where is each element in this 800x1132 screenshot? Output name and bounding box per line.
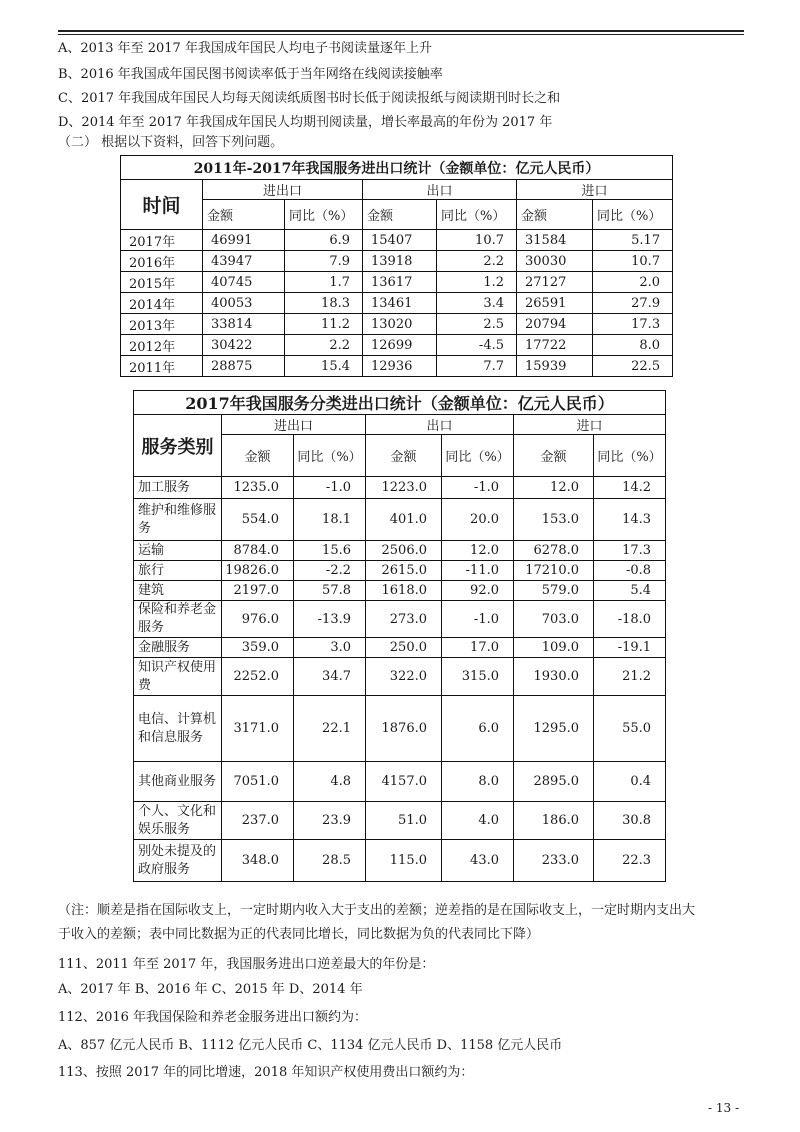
table-row	[134, 541, 666, 561]
yoy-cell: 2.0	[593, 272, 673, 293]
question-111: 111、2011 年至 2017 年，我国服务进出口逆差最大的年份是：	[58, 957, 435, 972]
table-row	[121, 335, 673, 356]
question-113: 113、按照 2017 年的同比增速，2018 年知识产权使用费出口额约为：	[58, 1065, 474, 1080]
amount-cell: 15407	[363, 230, 437, 251]
amount-cell: 30422	[203, 335, 285, 356]
category-cell: 其他商业服务	[134, 762, 222, 802]
table2-yoy-header: 同比（%）	[594, 435, 666, 477]
year-cell: 2011年	[121, 356, 203, 377]
yoy-cell: 3.4	[437, 293, 517, 314]
question-112: 112、2016 年我国保险和养老金服务进出口额约为：	[58, 1010, 368, 1025]
table-row	[134, 802, 666, 840]
amount-cell: 2506.0	[366, 541, 442, 561]
amount-cell: 237.0	[222, 802, 294, 840]
category-cell: 保险和养老金服务	[134, 601, 222, 638]
amount-cell: 40745	[203, 272, 285, 293]
yoy-cell: 17.0	[442, 638, 514, 658]
amount-cell: 17722	[517, 335, 593, 356]
page-number: - 13 -	[708, 1101, 740, 1115]
table1-yoy-header: 同比（%）	[593, 200, 673, 230]
table2-amount-header: 金额	[514, 435, 594, 477]
yoy-cell: -2.2	[294, 561, 366, 581]
amount-cell: 186.0	[514, 802, 594, 840]
category-cell: 维护和维修服务	[134, 499, 222, 541]
section-heading: （二） 根据以下资料，回答下列问题。	[58, 135, 284, 150]
table1-group-total: 进出口	[203, 180, 363, 200]
question-111-options: A、2017 年 B、2016 年 C、2015 年 D、2014 年	[58, 982, 363, 997]
amount-cell: 13461	[363, 293, 437, 314]
table1-amount-header: 金额	[203, 200, 285, 230]
amount-cell: 109.0	[514, 638, 594, 658]
yoy-cell: 8.0	[593, 335, 673, 356]
amount-cell: 26591	[517, 293, 593, 314]
yoy-cell: 2.2	[437, 251, 517, 272]
year-cell: 2016年	[121, 251, 203, 272]
yoy-cell: -1.0	[442, 477, 514, 499]
amount-cell: 1618.0	[366, 581, 442, 601]
table1-yoy-header: 同比（%）	[285, 200, 363, 230]
yoy-cell: 43.0	[442, 840, 514, 882]
table1-amount-header: 金额	[363, 200, 437, 230]
table-row	[134, 601, 666, 638]
yoy-cell: 4.8	[294, 762, 366, 802]
yoy-cell: 14.2	[594, 477, 666, 499]
amount-cell: 40053	[203, 293, 285, 314]
services-trade-table-2011-2017	[120, 155, 673, 377]
category-cell: 金融服务	[134, 638, 222, 658]
yoy-cell: -4.5	[437, 335, 517, 356]
amount-cell: 348.0	[222, 840, 294, 882]
year-cell: 2017年	[121, 230, 203, 251]
yoy-cell: 20.0	[442, 499, 514, 541]
amount-cell: 322.0	[366, 658, 442, 696]
yoy-cell: 8.0	[442, 762, 514, 802]
yoy-cell: 5.17	[593, 230, 673, 251]
amount-cell: 250.0	[366, 638, 442, 658]
table1-amount-header: 金额	[517, 200, 593, 230]
yoy-cell: 23.9	[294, 802, 366, 840]
table-row	[134, 561, 666, 581]
table1-title: 2011年-2017年我国服务进出口统计（金额单位：亿元人民币）	[121, 156, 673, 180]
table-row	[121, 314, 673, 335]
amount-cell: 6278.0	[514, 541, 594, 561]
amount-cell: 401.0	[366, 499, 442, 541]
table-note-line-1: （注：顺差是指在国际收支上，一定时期内收入大于支出的差额；逆差指的是在国际收支上，一定时期内支出大	[58, 903, 696, 918]
table-row	[121, 272, 673, 293]
table2-amount-header: 金额	[366, 435, 442, 477]
amount-cell: 1930.0	[514, 658, 594, 696]
yoy-cell: 22.5	[593, 356, 673, 377]
yoy-cell: 6.0	[442, 696, 514, 762]
amount-cell: 51.0	[366, 802, 442, 840]
yoy-cell: -0.8	[594, 561, 666, 581]
amount-cell: 19826.0	[222, 561, 294, 581]
table-row	[134, 581, 666, 601]
yoy-cell: 55.0	[594, 696, 666, 762]
amount-cell: 43947	[203, 251, 285, 272]
yoy-cell: 27.9	[593, 293, 673, 314]
yoy-cell: -1.0	[442, 601, 514, 638]
yoy-cell: 2.2	[285, 335, 363, 356]
amount-cell: 2197.0	[222, 581, 294, 601]
yoy-cell: 28.5	[294, 840, 366, 882]
yoy-cell: 34.7	[294, 658, 366, 696]
yoy-cell: 21.2	[594, 658, 666, 696]
category-cell: 建筑	[134, 581, 222, 601]
amount-cell: 12699	[363, 335, 437, 356]
amount-cell: 46991	[203, 230, 285, 251]
yoy-cell: 1.7	[285, 272, 363, 293]
table2-yoy-header: 同比（%）	[442, 435, 514, 477]
amount-cell: 3171.0	[222, 696, 294, 762]
amount-cell: 17210.0	[514, 561, 594, 581]
amount-cell: 12.0	[514, 477, 594, 499]
yoy-cell: 30.8	[594, 802, 666, 840]
table-note-line-2: 于收入的差额；表中同比数据为正的代表同比增长，同比数据为负的代表同比下降）	[58, 927, 540, 942]
yoy-cell: -13.9	[294, 601, 366, 638]
table2-group-import: 进口	[514, 415, 666, 435]
yoy-cell: 11.2	[285, 314, 363, 335]
top-rule-thin	[58, 34, 744, 35]
table-row	[121, 356, 673, 377]
yoy-cell: 15.6	[294, 541, 366, 561]
table-row	[134, 658, 666, 696]
amount-cell: 13617	[363, 272, 437, 293]
yoy-cell: 10.7	[437, 230, 517, 251]
category-cell: 加工服务	[134, 477, 222, 499]
yoy-cell: -19.1	[594, 638, 666, 658]
yoy-cell: 315.0	[442, 658, 514, 696]
amount-cell: 115.0	[366, 840, 442, 882]
year-cell: 2012年	[121, 335, 203, 356]
amount-cell: 4157.0	[366, 762, 442, 802]
amount-cell: 579.0	[514, 581, 594, 601]
year-cell: 2014年	[121, 293, 203, 314]
yoy-cell: 10.7	[593, 251, 673, 272]
yoy-cell: -18.0	[594, 601, 666, 638]
yoy-cell: 22.1	[294, 696, 366, 762]
option-c: C、2017 年我国成年国民人均每天阅读纸质图书时长低于阅读报纸与阅读期刊时长之和	[58, 91, 561, 106]
table-row	[134, 477, 666, 499]
amount-cell: 2895.0	[514, 762, 594, 802]
yoy-cell: 18.1	[294, 499, 366, 541]
amount-cell: 273.0	[366, 601, 442, 638]
amount-cell: 7051.0	[222, 762, 294, 802]
yoy-cell: -1.0	[294, 477, 366, 499]
yoy-cell: 17.3	[594, 541, 666, 561]
yoy-cell: 14.3	[594, 499, 666, 541]
table2-title: 2017年我国服务分类进出口统计（金额单位：亿元人民币）	[134, 391, 666, 415]
amount-cell: 153.0	[514, 499, 594, 541]
table1-yoy-header: 同比（%）	[437, 200, 517, 230]
table1-group-export: 出口	[363, 180, 517, 200]
category-cell: 个人、文化和娱乐服务	[134, 802, 222, 840]
amount-cell: 8784.0	[222, 541, 294, 561]
amount-cell: 20794	[517, 314, 593, 335]
amount-cell: 703.0	[514, 601, 594, 638]
yoy-cell: 18.3	[285, 293, 363, 314]
table2-group-export: 出口	[366, 415, 514, 435]
category-cell: 别处未提及的政府服务	[134, 840, 222, 882]
option-d: D、2014 年至 2017 年我国成年国民人均期刊阅读量，增长率最高的年份为 2017 年	[58, 115, 553, 130]
amount-cell: 27127	[517, 272, 593, 293]
amount-cell: 359.0	[222, 638, 294, 658]
top-rule	[58, 30, 744, 32]
amount-cell: 233.0	[514, 840, 594, 882]
yoy-cell: 6.9	[285, 230, 363, 251]
amount-cell: 2252.0	[222, 658, 294, 696]
table2-category-header: 服务类别	[134, 415, 222, 477]
question-112-options: A、857 亿元人民币 B、1112 亿元人民币 C、1134 亿元人民币 D、1158 亿元人民币	[58, 1038, 563, 1053]
category-cell: 运输	[134, 541, 222, 561]
amount-cell: 976.0	[222, 601, 294, 638]
amount-cell: 1876.0	[366, 696, 442, 762]
table-row	[134, 638, 666, 658]
table-row	[134, 762, 666, 802]
category-cell: 知识产权使用费	[134, 658, 222, 696]
amount-cell: 31584	[517, 230, 593, 251]
table2-group-total: 进出口	[222, 415, 366, 435]
category-cell: 旅行	[134, 561, 222, 581]
amount-cell: 30030	[517, 251, 593, 272]
yoy-cell: 4.0	[442, 802, 514, 840]
yoy-cell: 17.3	[593, 314, 673, 335]
table-row	[134, 696, 666, 762]
amount-cell: 28875	[203, 356, 285, 377]
yoy-cell: 22.3	[594, 840, 666, 882]
yoy-cell: 7.9	[285, 251, 363, 272]
table-row	[134, 840, 666, 882]
yoy-cell: 3.0	[294, 638, 366, 658]
option-b: B、2016 年我国成年国民图书阅读率低于当年网络在线阅读接触率	[58, 67, 443, 82]
yoy-cell: 7.7	[437, 356, 517, 377]
amount-cell: 554.0	[222, 499, 294, 541]
table-row	[121, 293, 673, 314]
table-row	[121, 251, 673, 272]
yoy-cell: 12.0	[442, 541, 514, 561]
amount-cell: 13020	[363, 314, 437, 335]
amount-cell: 12936	[363, 356, 437, 377]
amount-cell: 33814	[203, 314, 285, 335]
amount-cell: 1223.0	[366, 477, 442, 499]
year-cell: 2015年	[121, 272, 203, 293]
category-cell: 电信、计算机和信息服务	[134, 696, 222, 762]
yoy-cell: 0.4	[594, 762, 666, 802]
yoy-cell: 5.4	[594, 581, 666, 601]
year-cell: 2013年	[121, 314, 203, 335]
table2-yoy-header: 同比（%）	[294, 435, 366, 477]
table1-time-header: 时间	[121, 180, 203, 230]
amount-cell: 2615.0	[366, 561, 442, 581]
amount-cell: 15939	[517, 356, 593, 377]
yoy-cell: 2.5	[437, 314, 517, 335]
yoy-cell: 1.2	[437, 272, 517, 293]
amount-cell: 1295.0	[514, 696, 594, 762]
yoy-cell: 15.4	[285, 356, 363, 377]
services-trade-by-category-table-2017	[133, 390, 666, 882]
table1-group-import: 进口	[517, 180, 673, 200]
table2-amount-header: 金额	[222, 435, 294, 477]
amount-cell: 1235.0	[222, 477, 294, 499]
amount-cell: 13918	[363, 251, 437, 272]
table-row	[134, 499, 666, 541]
yoy-cell: -11.0	[442, 561, 514, 581]
table-row	[121, 230, 673, 251]
yoy-cell: 92.0	[442, 581, 514, 601]
option-a: A、2013 年至 2017 年我国成年国民人均电子书阅读量逐年上升	[58, 41, 432, 56]
yoy-cell: 57.8	[294, 581, 366, 601]
